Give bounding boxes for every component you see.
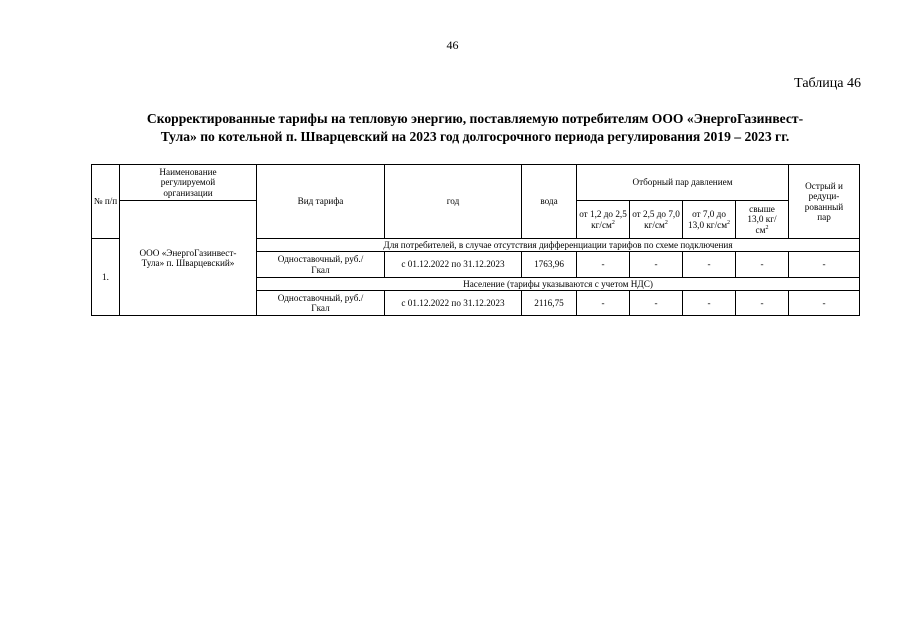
section-2-sharp: - (789, 291, 860, 316)
section-1-period: с 01.12.2022 по 31.12.2023 (385, 252, 522, 278)
section-1-p1: - (577, 252, 630, 278)
tariff-table (91, 164, 860, 316)
header-pressure-1-label: от 1,2 до 2,5 кг/см (579, 209, 627, 230)
header-sharp-steam: Острый и редуци-рованный пар (789, 165, 860, 239)
section-2-p3: - (683, 291, 736, 316)
header-row-1 (92, 165, 860, 201)
document-title (95, 110, 855, 146)
header-pressure-1 (577, 201, 630, 239)
table-label: Таблица 46 (794, 76, 861, 91)
header-steam-group: Отборный пар давлением (577, 165, 789, 201)
section-2-p2: - (630, 291, 683, 316)
section-2-p4: - (736, 291, 789, 316)
section-2-p1: - (577, 291, 630, 316)
section-1-p4: - (736, 252, 789, 278)
title-line-2: Тула» по котельной п. Шварцевский на 2023 год долгосрочного периода регулирования 2019 – 2023 гг. (160, 129, 790, 144)
org-name: ООО «ЭнергоГазинвест-Тула» п. Шварцевский» (139, 247, 237, 268)
header-year: год (385, 165, 522, 239)
section-2-tariff-type: Одноставочный, руб./Гкал (257, 291, 385, 316)
section-1-p3: - (683, 252, 736, 278)
org-cell (120, 201, 257, 316)
header-num: № п/п (92, 165, 120, 239)
title-line-1: Скорректированные тарифы на тепловую энергию, поставляемую потребителям ООО «ЭнергоГазинвест- (146, 111, 804, 126)
unit-sup-2: 2 (664, 219, 668, 226)
page-number: 46 (446, 38, 459, 52)
section-2-period: с 01.12.2022 по 31.12.2023 (385, 291, 522, 316)
header-pressure-4 (736, 201, 789, 239)
section-1-p2: - (630, 252, 683, 278)
header-pressure-3 (683, 201, 736, 239)
header-water: вода (522, 165, 577, 239)
unit-sup-1: 2 (611, 219, 615, 226)
header-pressure-3-label: от 7,0 до 13,0 кг/см (687, 209, 728, 230)
header-pressure-2 (630, 201, 683, 239)
section-1-tariff-type: Одноставочный, руб./Гкал (257, 252, 385, 278)
section-2-water: 2116,75 (522, 291, 577, 316)
header-org: Наименование регулируемой организации (120, 165, 257, 201)
header-pressure-2-label: от 2,5 до 7,0 кг/см (632, 209, 680, 230)
header-pressure-4-label: свыше 13,0 кг/см (747, 203, 777, 235)
section-1-water: 1763,96 (522, 252, 577, 278)
section-2-label: Население (тарифы указываются с учетом НДС) (257, 278, 860, 291)
header-tariff-type: Вид тарифа (257, 165, 385, 239)
section-1-sharp: - (789, 252, 860, 278)
unit-sup-3: 2 (727, 219, 731, 226)
row-number: 1. (92, 239, 120, 316)
unit-sup-4: 2 (765, 224, 769, 231)
section-1-label: Для потребителей, в случае отсутствия дифференциации тарифов по схеме подключения (257, 239, 860, 252)
